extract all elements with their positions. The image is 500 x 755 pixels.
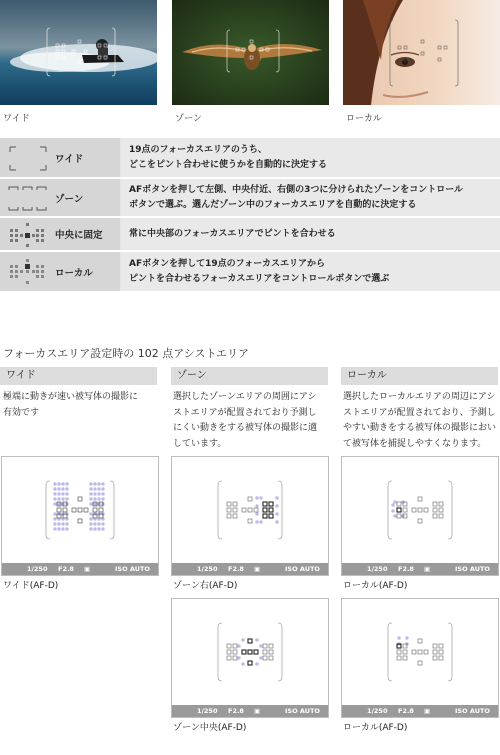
flash-icon: ▣ [84, 565, 91, 573]
mode-name-local: ローカル [55, 252, 120, 291]
mode-name-center: 中央に固定 [55, 218, 120, 250]
vf-zone-right-af-diagram [172, 457, 328, 563]
mode-row-zone [0, 179, 500, 218]
zone-photo-caption: ゾーン [175, 114, 202, 124]
wide-photo-caption: ワイド [3, 114, 30, 124]
flash-icon: ▣ [424, 565, 431, 573]
vf-local-1 [341, 456, 499, 576]
vf-zone-center [171, 598, 329, 718]
mode-name-zone: ゾーン [55, 179, 120, 216]
local-photo-caption: ローカル [346, 114, 382, 124]
zone-photo [172, 0, 329, 105]
mode-row-wide [0, 138, 500, 179]
vf-zone-right-status-bar: 1/250 F2.8 ▣ ISO AUTO [172, 563, 328, 575]
mode-desc-wide: 19点のフォーカスエリアのうち、 どこをピント合わせに使うかを自動的に決定する [121, 138, 500, 177]
flash-icon: ▣ [254, 565, 261, 573]
vf-local-2-status-bar: 1/250 F2.8 ▣ ISO AUTO [342, 705, 498, 717]
vf-zone-right [171, 456, 329, 576]
mode-desc-zone: AFボタンを押して左側、中央付近、右側の3つに分けられたゾーンをコントロール ボタンで選ぶ。選んだゾーン中のフォーカスエリアを自動的に決定する [121, 179, 500, 216]
wide-mode-icon [0, 138, 55, 177]
vf-local-2 [341, 598, 499, 718]
assist-desc-wide: 極端に動きが速い被写体の撮影に 有効です [3, 392, 139, 418]
mode-name-wide: ワイド [55, 138, 120, 177]
vf-zone-center-af-diagram [172, 599, 328, 705]
vf-wide-af-diagram [2, 457, 158, 563]
mode-row-local [0, 252, 500, 293]
vf-local-1-status-bar: 1/250 F2.8 ▣ ISO AUTO [342, 563, 498, 575]
mode-row-center [0, 218, 500, 252]
assist-section-title: フォーカスエリア設定時の 102 点アシストエリア [3, 347, 250, 360]
mode-desc-center: 常に中央部のフォーカスエリアでピントを合わせる [121, 218, 500, 250]
vf-wide-status-bar: 1/250 F2.8 ▣ ISO AUTO [2, 563, 158, 575]
vf-zone-center-caption: ゾーン中央(AF-D) [173, 723, 247, 733]
vf-zone-right-caption: ゾーン右(AF-D) [173, 581, 238, 591]
vf-wide [1, 456, 159, 576]
assist-desc-zone: 選択したゾーンエリアの周囲にアシ ストエリアが配置されており予測し にくい動きをする被写体の撮影に適 しています。 [173, 392, 318, 449]
assist-col-head-local: ローカル [341, 367, 498, 385]
assist-col-head-zone: ゾーン [171, 367, 328, 385]
assist-desc-local: 選択したローカルエリアの周辺にアシ ストエリアが配置されており、予測し やすい動きをする被写体の撮影におい て被写体を捕捉しやすくなります。 [343, 392, 497, 449]
flash-icon: ▣ [424, 707, 431, 715]
local-photo [343, 0, 500, 105]
zone-mode-icon [0, 179, 55, 216]
vf-local-1-af-diagram [342, 457, 498, 563]
vf-local-1-caption: ローカル(AF-D) [343, 581, 408, 591]
focus-area-mode-table [0, 138, 500, 293]
vf-local-2-af-diagram [342, 599, 498, 705]
vf-zone-center-status-bar: 1/250 F2.8 ▣ ISO AUTO [172, 705, 328, 717]
vf-local-2-caption: ローカル(AF-D) [343, 723, 408, 733]
flash-icon: ▣ [254, 707, 261, 715]
center-mode-icon [0, 218, 55, 250]
vf-wide-caption: ワイド(AF-D) [3, 581, 59, 591]
wide-photo [0, 0, 157, 105]
mode-desc-local: AFボタンを押して19点のフォーカスエリアから ピントを合わせるフォーカスエリアをコントロールボタンで選ぶ [121, 252, 500, 291]
local-mode-icon [0, 252, 55, 291]
assist-col-head-wide: ワイド [0, 367, 157, 385]
